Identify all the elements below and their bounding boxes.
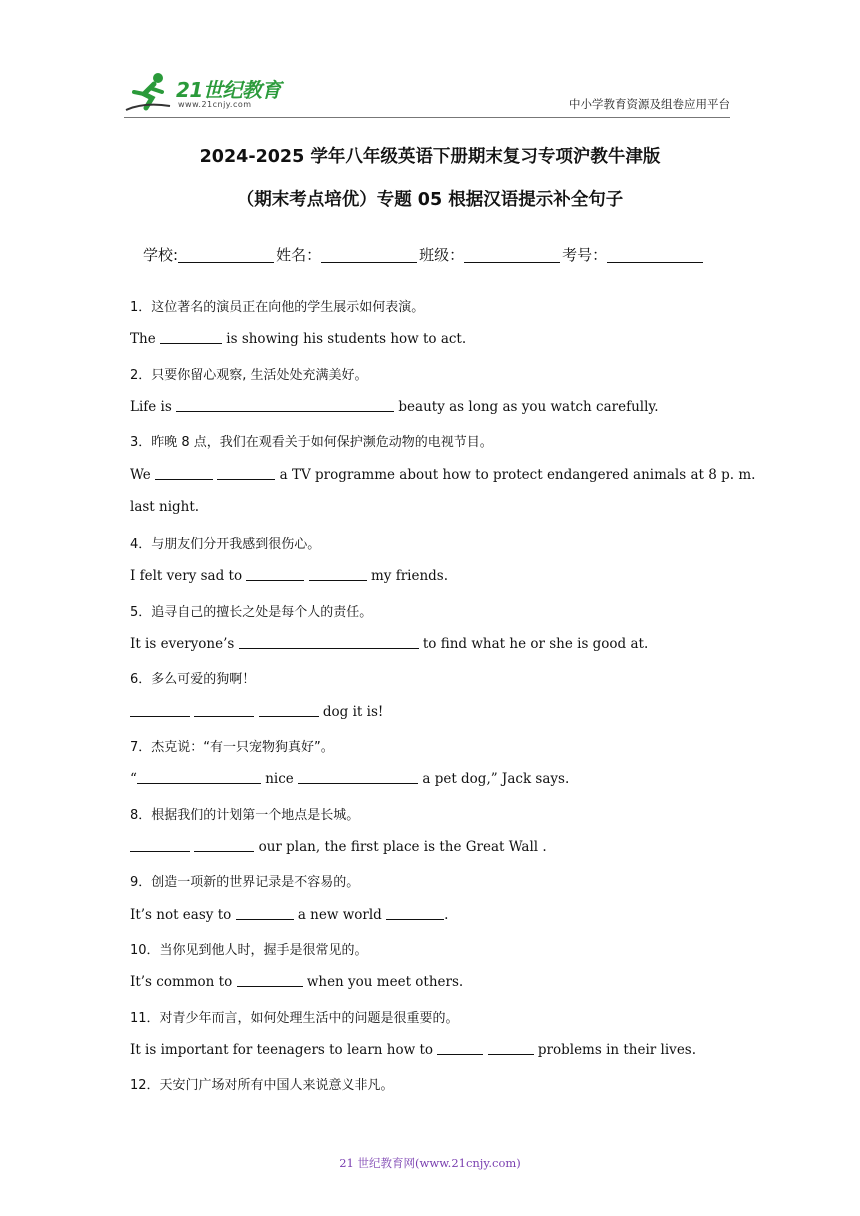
question-10-prompt: 10．当你见到他人时，握手是很常见的。 <box>130 943 368 958</box>
question-5-prompt: 5．追寻自己的擅长之处是每个人的责任。 <box>130 605 373 620</box>
question-9-sentence: It’s not easy to a new world . <box>130 907 449 923</box>
question-6-prompt: 6．多么可爱的狗啊！ <box>130 672 256 687</box>
answer-blank[interactable] <box>217 466 275 480</box>
class-label: 班级： <box>419 246 465 264</box>
page-title-line2: （期末考点培优）专题 05 根据汉语提示补全句子 <box>236 190 624 210</box>
answer-blank[interactable] <box>176 398 394 412</box>
answer-blank[interactable] <box>137 770 261 784</box>
question-9-prompt: 9．创造一项新的世界记录是不容易的。 <box>130 875 360 890</box>
school-label: 学校: <box>143 246 179 264</box>
answer-blank[interactable] <box>259 703 319 717</box>
answer-blank[interactable] <box>236 906 294 920</box>
answer-blank[interactable] <box>130 838 190 852</box>
answer-blank[interactable] <box>239 635 419 649</box>
answer-blank[interactable] <box>246 567 304 581</box>
footer-link[interactable]: 21 世纪教育网(www.21cnjy.com) <box>339 1156 521 1170</box>
answer-blank[interactable] <box>130 703 190 717</box>
logo-brand-text: 21世纪教育 <box>176 78 281 102</box>
question-10-sentence: It’s common to when you meet others. <box>130 974 464 990</box>
question-7-sentence: “ nice a pet dog,” Jack says. <box>130 771 570 787</box>
class-blank[interactable] <box>464 246 560 263</box>
student-info-row <box>143 244 705 265</box>
answer-blank[interactable] <box>155 466 213 480</box>
question-2-prompt: 2．只要你留心观察, 生活处处充满美好。 <box>130 368 368 383</box>
platform-name: 中小学教育资源及组卷应用平台 <box>569 97 730 111</box>
question-3-prompt: 3．昨晚 8 点，我们在观看关于如何保护濒危动物的电视节目。 <box>130 435 493 450</box>
name-blank[interactable] <box>321 246 417 263</box>
header-divider <box>124 117 730 118</box>
question-1-prompt: 1．这位著名的演员正在向他的学生展示如何表演。 <box>130 300 425 315</box>
question-2-sentence: Life is beauty as long as you watch carefully. <box>130 399 659 415</box>
page-title-line1: 2024-2025 学年八年级英语下册期末复习专项沪教牛津版 <box>199 147 661 167</box>
site-logo <box>124 70 294 114</box>
answer-blank[interactable] <box>298 770 418 784</box>
number-label: 考号： <box>562 246 608 264</box>
question-11-sentence: It is important for teenagers to learn how to problems in their lives. <box>130 1042 697 1058</box>
number-blank[interactable] <box>607 246 703 263</box>
answer-blank[interactable] <box>488 1041 534 1055</box>
question-11-prompt: 11．对青少年而言，如何处理生活中的问题是很重要的。 <box>130 1011 459 1026</box>
question-5-sentence: It is everyone’s to find what he or she is good at. <box>130 636 649 652</box>
answer-blank[interactable] <box>386 906 444 920</box>
question-12-prompt: 12．天安门广场对所有中国人来说意义非凡。 <box>130 1078 394 1093</box>
question-7-prompt: 7．杰克说：“有一只宠物狗真好”。 <box>130 740 334 755</box>
answer-blank[interactable] <box>309 567 367 581</box>
name-label: 姓名： <box>276 246 322 264</box>
question-8-prompt: 8．根据我们的计划第一个地点是长城。 <box>130 808 360 823</box>
answer-blank[interactable] <box>160 330 222 344</box>
question-6-sentence: dog it is! <box>130 703 383 720</box>
question-3-sentence-cont: last night. <box>130 499 200 515</box>
answer-blank[interactable] <box>194 838 254 852</box>
question-8-sentence: our plan, the first place is the Great Wall . <box>130 838 547 855</box>
answer-blank[interactable] <box>194 703 254 717</box>
runner-logo-icon <box>124 70 174 114</box>
question-3-sentence: We a TV programme about how to protect endangered animals at 8 p. m. <box>130 467 756 483</box>
question-1-sentence: The is showing his students how to act. <box>130 331 467 347</box>
school-blank[interactable] <box>178 246 274 263</box>
logo-url-text: www.21cnjy.com <box>178 100 252 109</box>
question-4-sentence: I felt very sad to my friends. <box>130 568 449 584</box>
answer-blank[interactable] <box>437 1041 483 1055</box>
answer-blank[interactable] <box>237 973 303 987</box>
question-4-prompt: 4．与朋友们分开我感到很伤心。 <box>130 537 321 552</box>
